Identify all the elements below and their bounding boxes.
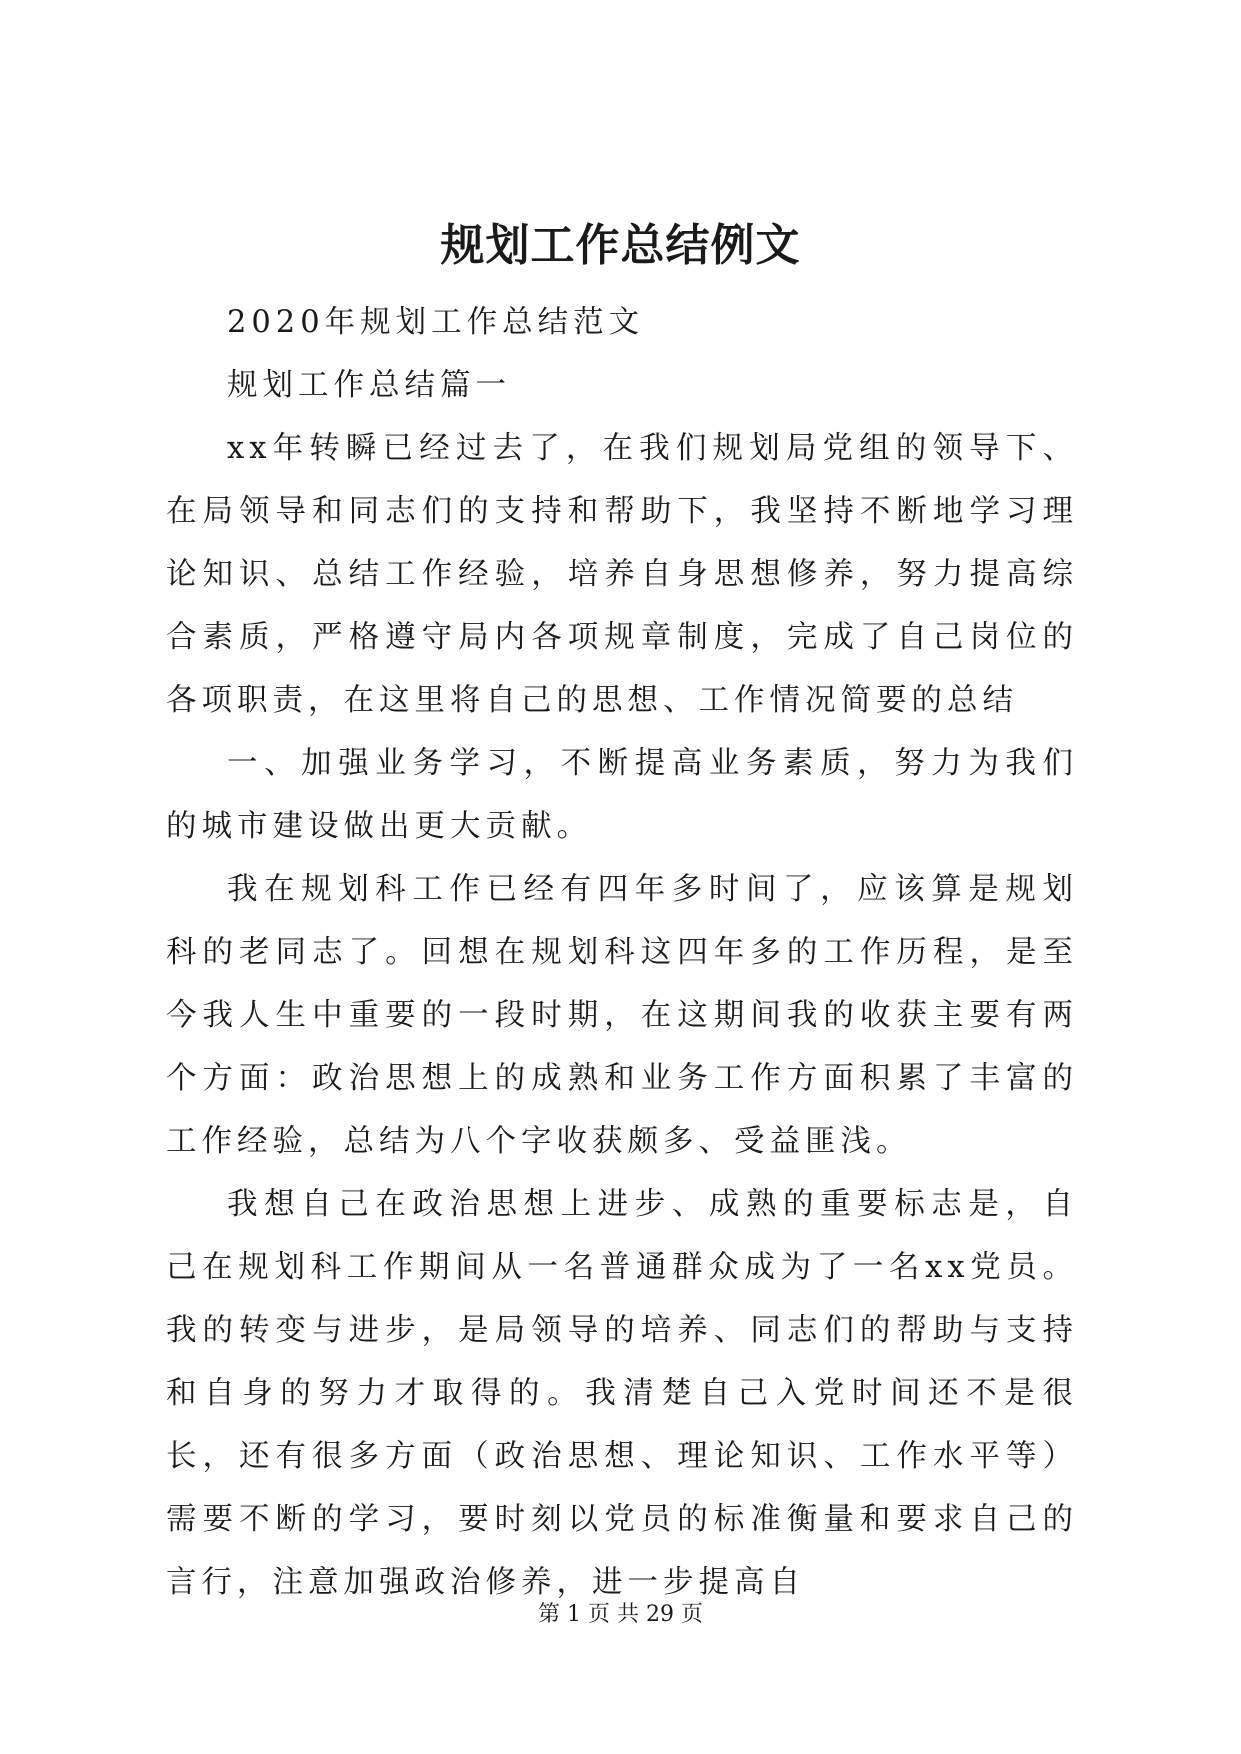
paragraph-political-growth: 我想自己在政治思想上进步、成熟的重要标志是，自己在规划科工作期间从一名普通群众成为了一名xx党员。我的转变与进步，是局领导的培养、同志们的帮助与支持和自身的努力才取得的。我清楚自己入党时间还不是很长，还有很多方面（政治思想、理论知识、工作水平等）需要不断的学习，要时刻以党员的标准衡量和要求自己的言行，注意加强政治修养，进一步提高自 bbox=[166, 1187, 1078, 1600]
paragraph-intro: xx年转瞬已经过去了，在我们规划局党组的领导下、在局领导和同志们的支持和帮助下，我坚持不断地学习理论知识、总结工作经验，培养自身思想修养，努力提高综合素质，严格遵守局内各项规章制度，完成了自己岗位的各项职责，在这里将自己的思想、工作情况简要的总结 bbox=[166, 431, 1078, 718]
paragraph-point-one: 一、加强业务学习，不断提高业务素质，努力为我们的城市建设做出更大贡献。 bbox=[166, 746, 1078, 844]
paragraph-subtitle: 2020年规划工作总结范文 bbox=[227, 305, 645, 340]
document-title: 规划工作总结例文 bbox=[440, 220, 801, 271]
paragraph-section-heading: 规划工作总结篇一 bbox=[227, 368, 511, 403]
document-body bbox=[166, 291, 1078, 1614]
page-number-footer: 第 1 页 共 29 页 bbox=[538, 1602, 703, 1627]
paragraph-experience: 我在规划科工作已经有四年多时间了，应该算是规划科的老同志了。回想在规划科这四年多的工作历程，是至今我人生中重要的一段时期，在这期间我的收获主要有两个方面：政治思想上的成熟和业务工作方面积累了丰富的工作经验，总结为八个字收获颇多、受益匪浅。 bbox=[166, 872, 1078, 1159]
